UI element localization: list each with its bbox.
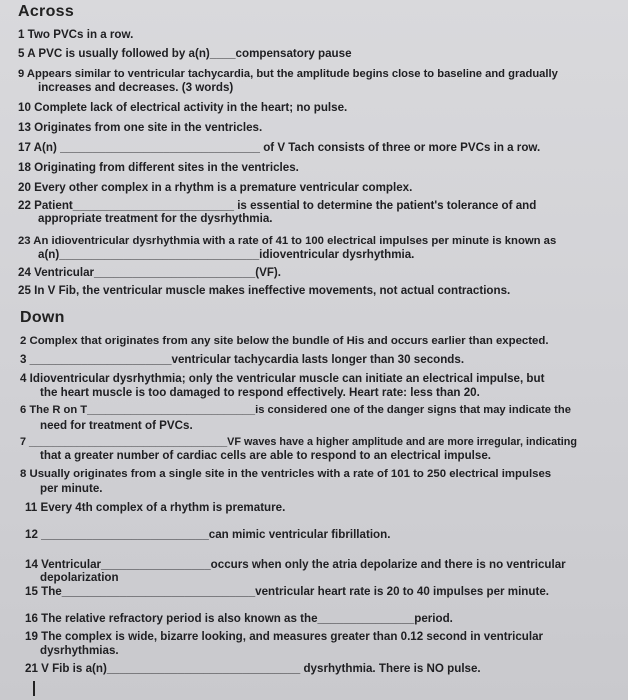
down-clue-12: 12 __________________________can mimic ventricular fibrillation. [25,528,391,541]
down-clue-21: 21 V Fib is a(n)______________________________ dysrhythmia. There is NO pulse. [25,662,481,675]
down-clue-7: 7 _________________________________VF waves have a higher amplitude and are more irregular, indicating [20,436,577,448]
across-clue-22: 22 Patient_________________________ is essential to determine the patient's tolerance of and [18,199,537,212]
down-clue-8-cont: per minute. [40,482,103,495]
across-heading: Across [18,3,75,20]
down-clue-16: 16 The relative refractory period is also known as the_______________period. [25,612,453,625]
across-clue-1: 1 Two PVCs in a row. [18,28,134,41]
across-clue-22-cont: appropriate treatment for the dysrhythmia. [38,212,273,225]
down-heading: Down [20,309,65,326]
down-clue-14: 14 Ventricular_________________occurs when only the atria depolarize and there is no ventricular [25,558,566,571]
across-clue-24: 24 Ventricular_________________________(VF). [18,266,281,279]
down-clue-6: 6 The R on T___________________________is considered one of the danger signs that may indicate the [20,404,571,416]
across-clue-13: 13 Originates from one site in the ventricles. [18,121,263,134]
down-clue-4-cont: the heart muscle is too damaged to respond effectively. Heart rate: less than 20. [40,386,480,399]
across-clue-9-cont: increases and decreases. (3 words) [38,81,234,94]
down-clue-7-cont: that a greater number of cardiac cells are able to respond to an electrical impulse. [40,449,492,462]
down-clue-15: 15 The______________________________ventricular heart rate is 20 to 40 impulses per minute. [25,585,549,598]
down-clue-19: 19 The complex is wide, bizarre looking, and measures greater than 0.12 second in ventricular [25,630,544,643]
down-clue-19-cont: dysrhythmias. [40,644,119,657]
across-clue-20: 20 Every other complex in a rhythm is a premature ventricular complex. [18,181,413,194]
down-clue-11: 11 Every 4th complex of a rhythm is premature. [25,501,286,514]
across-clue-17: 17 A(n) _______________________________ of V Tach consists of three or more PVCs in a row. [18,141,541,154]
down-clue-4: 4 Idioventricular dysrhythmia; only the ventricular muscle can initiate an electrical impulse, but [20,372,545,385]
down-clue-6-cont: need for treatment of PVCs. [40,419,193,432]
across-clue-18: 18 Originating from different sites in the ventricles. [18,161,299,174]
down-clue-14-cont: depolarization [40,571,119,584]
text-cursor [33,681,35,696]
across-clue-23: 23 An idioventricular dysrhythmia with a rate of 41 to 100 electrical impulses per minute is known as [18,235,557,247]
down-clue-8: 8 Usually originates from a single site in the ventricles with a rate of 101 to 250 electrical impulses [20,468,552,480]
across-clue-9: 9 Appears similar to ventricular tachycardia, but the amplitude begins close to baseline and gradually [18,68,558,80]
across-clue-10: 10 Complete lack of electrical activity in the heart; no pulse. [18,101,348,114]
down-clue-3: 3 ______________________ventricular tachycardia lasts longer than 30 seconds. [20,353,465,366]
down-clue-2: 2 Complex that originates from any site below the bundle of His and occurs earlier than expected. [20,335,549,347]
across-clue-5: 5 A PVC is usually followed by a(n)____compensatory pause [18,47,352,60]
across-clue-23-cont: a(n)_______________________________idioventricular dysrhythmia. [38,248,415,261]
across-clue-25: 25 In V Fib, the ventricular muscle makes ineffective movements, not actual contractions. [18,284,511,297]
